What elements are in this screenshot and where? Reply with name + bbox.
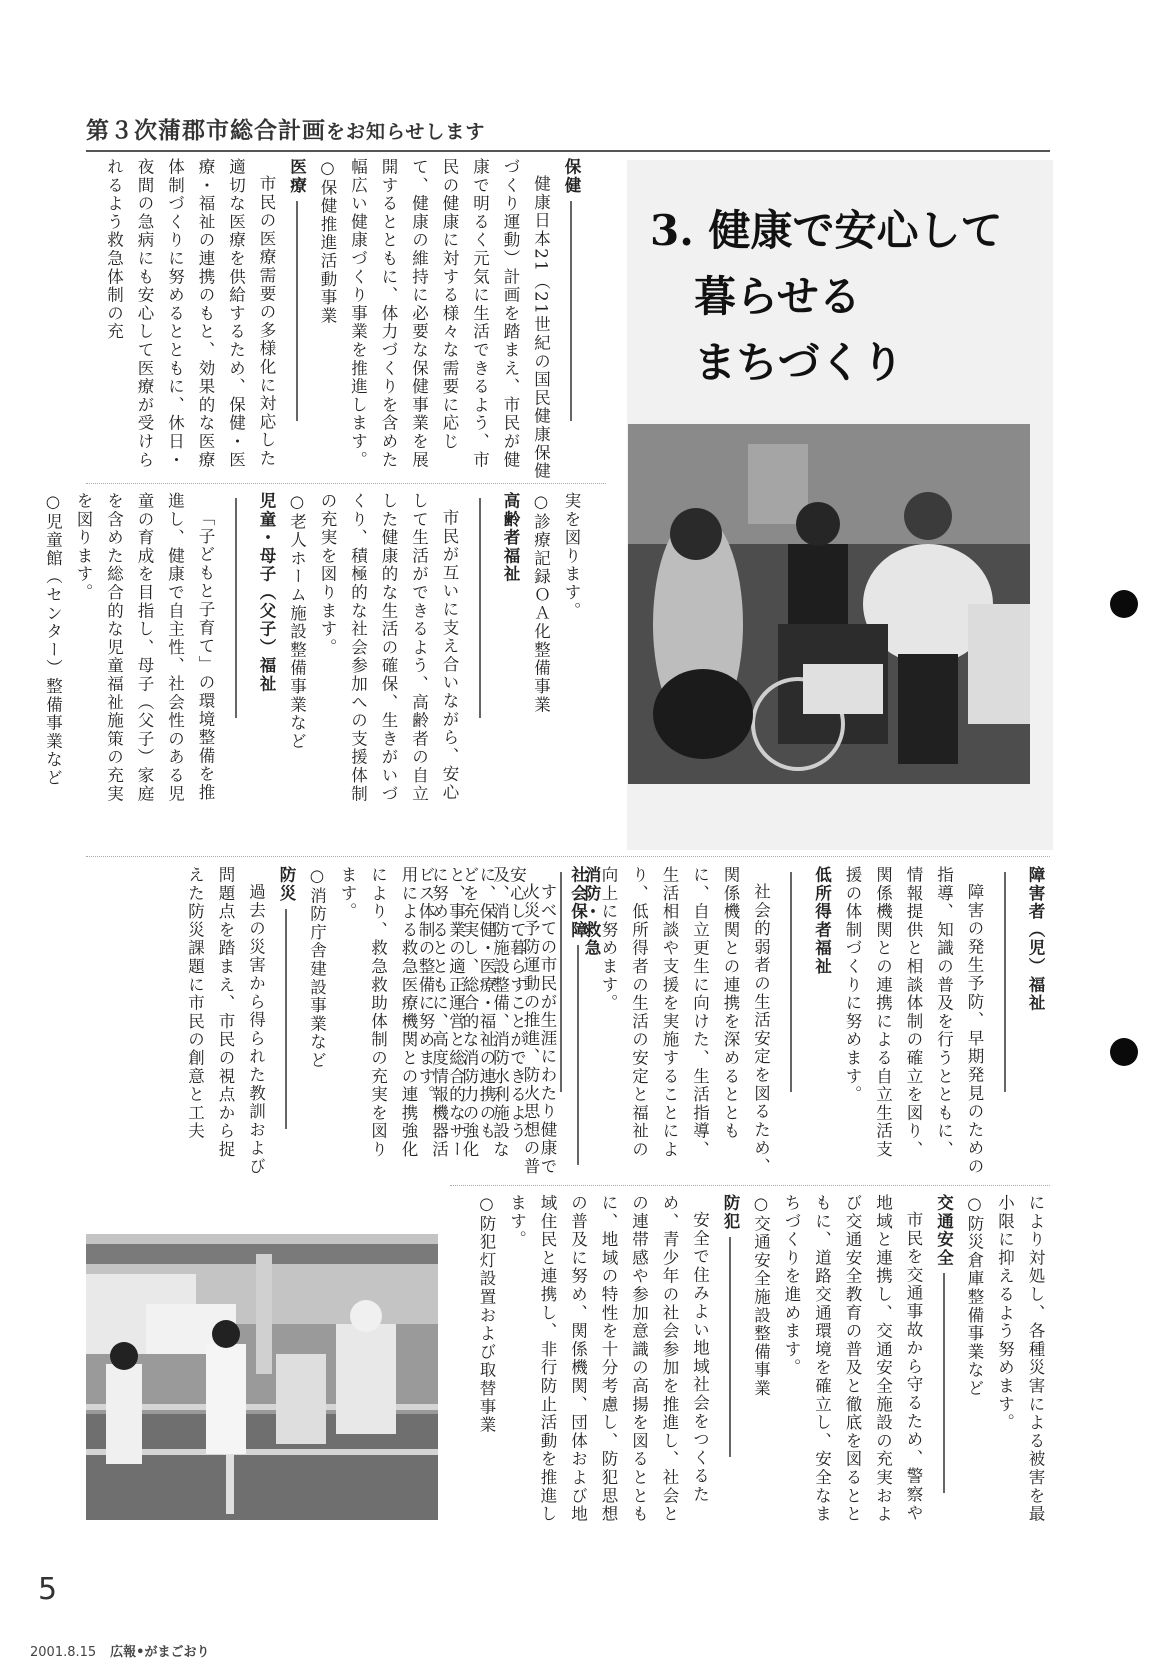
list-item: ○保健推進活動事業	[318, 158, 337, 326]
paragraph-iryo: 市民の医療需要の多様化に対応した適切な医療を供給するため、保健・医療・福祉の連携のもと、効果的な医療体制づくりに努めるとともに、休日・夜間の急病にも安心して医療が受けられるよう救急体制の充	[104, 158, 276, 470]
issue-date: 2001.8.15	[30, 1645, 97, 1660]
feature-title-line-3: まちづくり	[694, 338, 904, 387]
list-item: ○防災倉庫整備事業など	[965, 1194, 984, 1398]
publication-name: 広報•がまごおり	[110, 1645, 210, 1660]
paragraph-shogai: 障害の発生予防、早期発見のための指導、知識の普及を行うとともに、情報提供と相談体制の確立を図り、関係機関との連携による自立生活支援の体制づくりに努めます。	[843, 866, 984, 1176]
list-item: ○老人ホーム施設整備事業など	[287, 492, 307, 751]
paragraph-shakai: すべての市民が生涯にわたり健康で安心して暮らすことができるように、保健・医療・福祉の連携のもと、事業の適正運営と総合的なサービス体制の整備に努めます。	[416, 866, 557, 1176]
paragraph-bohan: 安全で住みよい地域社会をつくるため、青少年の社会参加を推進し、社会との連帯感や参加意識の高揚を図るとともに、地域の特性を十分考慮し、防犯思想の普及に努め、関係機関、団体および地域住民と連携し、非行防止活動を推進します。	[507, 1194, 710, 1524]
binder-hole-top	[1110, 590, 1138, 618]
list-item: ○交通安全施設整備事業	[751, 1194, 771, 1398]
section-heading-hoken: 保健	[556, 158, 587, 480]
section-heading-jido: 児童・母子（父子）福祉	[220, 492, 281, 806]
page-number: 5	[38, 1572, 58, 1607]
section-heading-shobo: 消防・救急	[545, 866, 606, 1176]
section-heading-kotsu: 交通安全	[928, 1194, 959, 1530]
section-heading-bosai: 防災	[271, 866, 302, 1176]
section-heading-teishotoku: 低所得者福祉	[776, 866, 837, 1176]
list-item: ○診療記録ＯＡ化整備事業	[531, 492, 551, 715]
section-heading-koreisha: 高齢者福祉	[464, 492, 525, 806]
page-title	[86, 112, 485, 145]
continued-text: 実を図ります。	[562, 492, 581, 621]
paragraph-bosai: 過去の災害から得られた教訓および問題点を踏まえ、市民の視点から捉えた防災課題に市民の創意と工夫	[185, 866, 266, 1176]
paragraph-shobo: 火災予防運動の推進、防火思想の普及、消防施設整備、消防水利施設などを充実し、総合的な消防力の強化に努めるとともに、高度情報機器活用による救急医療機関との連携強化により、救急救助体制の充実を図ります。	[338, 866, 540, 1176]
section-heading-shogai: 障害者（児）福祉	[989, 866, 1050, 1176]
row-separator	[86, 483, 606, 484]
feature-title-line-1: 3. 健康で安心して	[650, 206, 1003, 255]
row-separator	[86, 856, 1050, 857]
header-rule	[86, 150, 1050, 152]
feature-title-line-2: 暮らせる	[694, 272, 861, 321]
list-item: ○消防庁舎建設事業など	[307, 866, 327, 1070]
section-heading-bohan: 防犯	[715, 1194, 746, 1530]
middle-text-block	[43, 492, 586, 806]
traffic-safety-photo	[86, 1234, 438, 1520]
feature-title	[650, 198, 1030, 396]
footer	[30, 1641, 209, 1660]
binder-hole-bottom	[1110, 1038, 1138, 1066]
list-item: ○児童館（センター）整備事業など	[43, 492, 63, 788]
bottom-text-block	[452, 1194, 1050, 1530]
paragraph-koreisha: 市民が互いに支え合いながら、安心して生活ができるよう、高齢者の自立した健康的な生活の確保、生きがいづくり、積極的な社会参加への支援体制の充実を図ります。	[318, 492, 459, 804]
paragraph-teishotoku: 社会的弱者の生活安定を図るため、関係機関との連携を深めるとともに、自立更生に向けた、生活指導、生活相談や支援を実施することにより、低所得者の生活の安定と福祉の向上に努めます。	[599, 866, 771, 1176]
row-separator	[450, 1185, 1050, 1186]
lower-left-text-block	[86, 866, 606, 1176]
top-text-block	[86, 158, 586, 480]
title-main: 第３次蒲郡市総合計画	[86, 118, 326, 144]
paragraph-jido: 「子どもと子育て」の環境整備を推進し、健康で自主性、社会性のある児童の育成を目指し、母子（父子）家庭を含めた総合的な児童福祉施策の充実を図ります。	[74, 492, 215, 804]
section-heading-shakai: 社会保障	[562, 866, 593, 1176]
list-item: ○防犯灯設置および取替事業	[477, 1194, 496, 1435]
paragraph-hoken: 健康日本21（21世紀の国民健康保健づくり運動）計画を踏まえ、市民が健康で明るく元気に生活できるよう、市民の健康に対する様々な需要に応じて、健康の維持に必要な保健事業を展開するとともに、体力づくりを含めた幅広い健康づくり事業を推進します。	[348, 158, 551, 480]
section-heading-iryo: 医療	[281, 158, 312, 480]
paragraph-kotsu: 市民を交通事故から守るため、警察や地域と連携し、交通安全施設の充実および交通安全教育の普及と徹底を図るとともに、道路交通環境を確立し、安全なまちづくりを進めます。	[782, 1194, 923, 1524]
continued-text: により対処し、各種災害による被害を最小限に抑えるよう努めます。	[995, 1194, 1045, 1524]
feature-photo-wheelchair	[628, 424, 1030, 784]
title-sub: をお知らせします	[326, 121, 486, 143]
